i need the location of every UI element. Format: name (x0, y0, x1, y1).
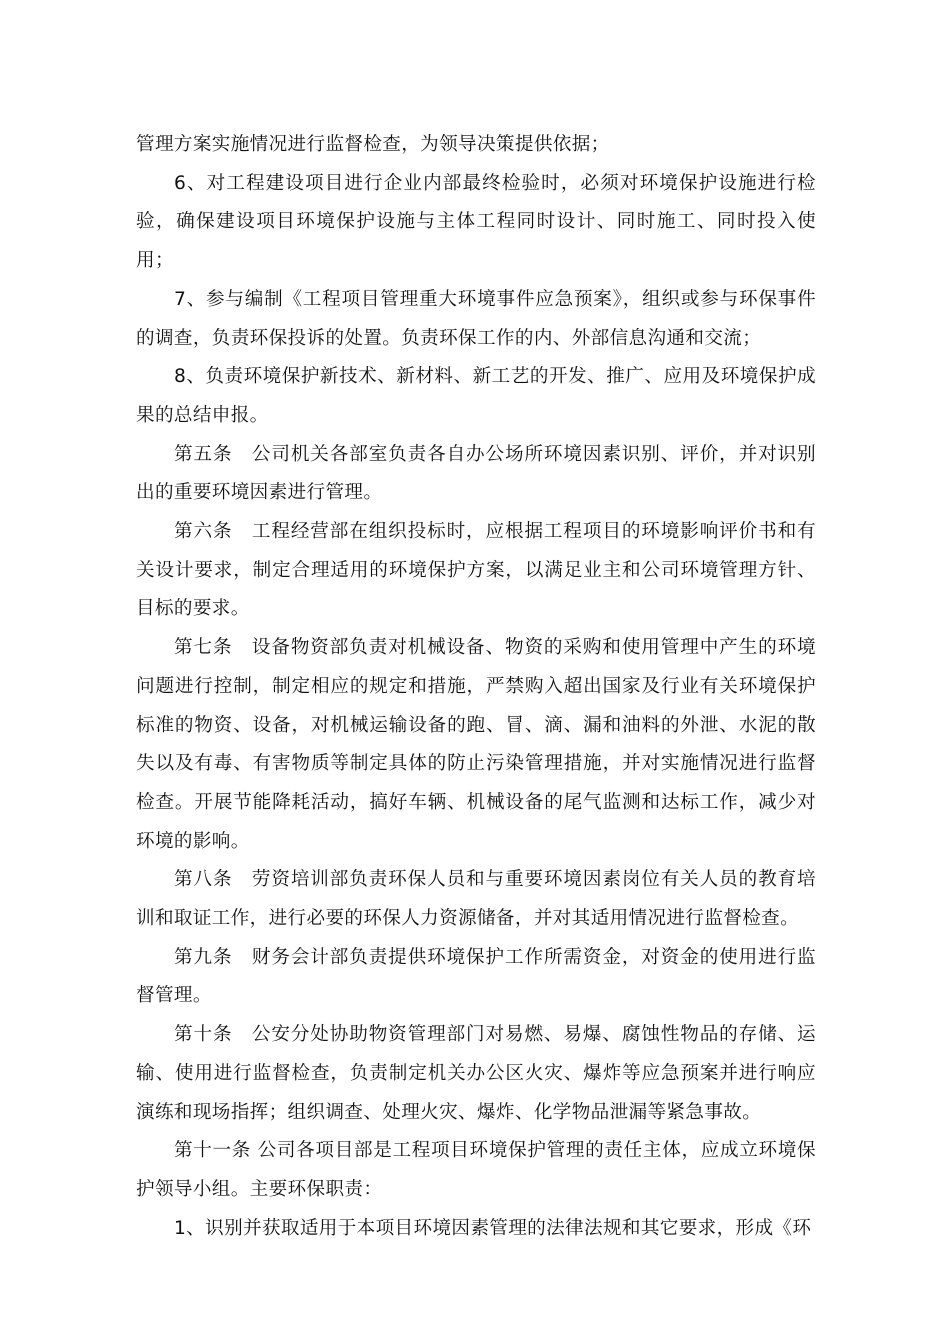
paragraph: 第六条 工程经营部在组织投标时，应根据工程项目的环境影响评价书和有关设计要求，制定合理适用的环境保护方案，以满足业主和公司环境管理方针、目标的要求。 (136, 521, 816, 620)
paragraph: 1、识别并获取适用于本项目环境因素管理的法律法规和其它要求，形成《环 (174, 1217, 812, 1239)
document-body (136, 126, 816, 1248)
paragraph: 8、负责环境保护新技术、新材料、新工艺的开发、推广、应用及环境保护成果的总结申报。 (136, 366, 816, 426)
paragraph: 第十一条 公司各项目部是工程项目环境保护管理的责任主体，应成立环境保护领导小组。主要环保职责： (136, 1140, 816, 1200)
paragraph: 第九条 财务会计部负责提供环境保护工作所需资金，对资金的使用进行监督管理。 (136, 946, 816, 1007)
paragraph: 第十条 公安分处协助物资管理部门对易燃、易爆、腐蚀性物品的存储、运输、使用进行监督检查，负责制定机关办公区火灾、爆炸等应急预案并进行响应演练和现场指挥；组织调查、处理火灾、爆炸、化学物品泄漏等紧急事故。 (136, 1024, 816, 1123)
paragraph: 管理方案实施情况进行监督检查，为领导决策提供依据； (136, 134, 610, 155)
paragraph: 第七条 设备物资部负责对机械设备、物资的采购和使用管理中产生的环境问题进行控制，制定相应的规定和措施，严禁购入超出国家及行业有关环境保护标准的物资、设备，对机械运输设备的跑、冒、滴、漏和油料的外泄、水泥的散失以及有毒、有害物质等制定具体的防止污染管理措施，并对实施情况进行监督检查。开展节能降耗活动，搞好车辆、机械设备的尾气监测和达标工作，减少对环境的影响。 (136, 637, 816, 852)
paragraph: 第八条 劳资培训部负责环保人员和与重要环境因素岗位有关人员的教育培训和取证工作，进行必要的环保人力资源储备，并对其适用情况进行监督检查。 (136, 869, 816, 930)
paragraph: 第五条 公司机关各部室负责各自办公场所环境因素识别、评价，并对识别出的重要环境因素进行管理。 (136, 443, 816, 504)
paragraph: 7、参与编制《工程项目管理重大环境事件应急预案》，组织或参与环保事件的调查，负责环保投诉的处置。负责环保工作的内、外部信息沟通和交流； (136, 288, 816, 349)
paragraph: 6、对工程建设项目进行企业内部最终检验时，必须对环境保护设施进行检验，确保建设项目环境保护设施与主体工程同时设计、同时施工、同时投入使用； (136, 172, 816, 272)
